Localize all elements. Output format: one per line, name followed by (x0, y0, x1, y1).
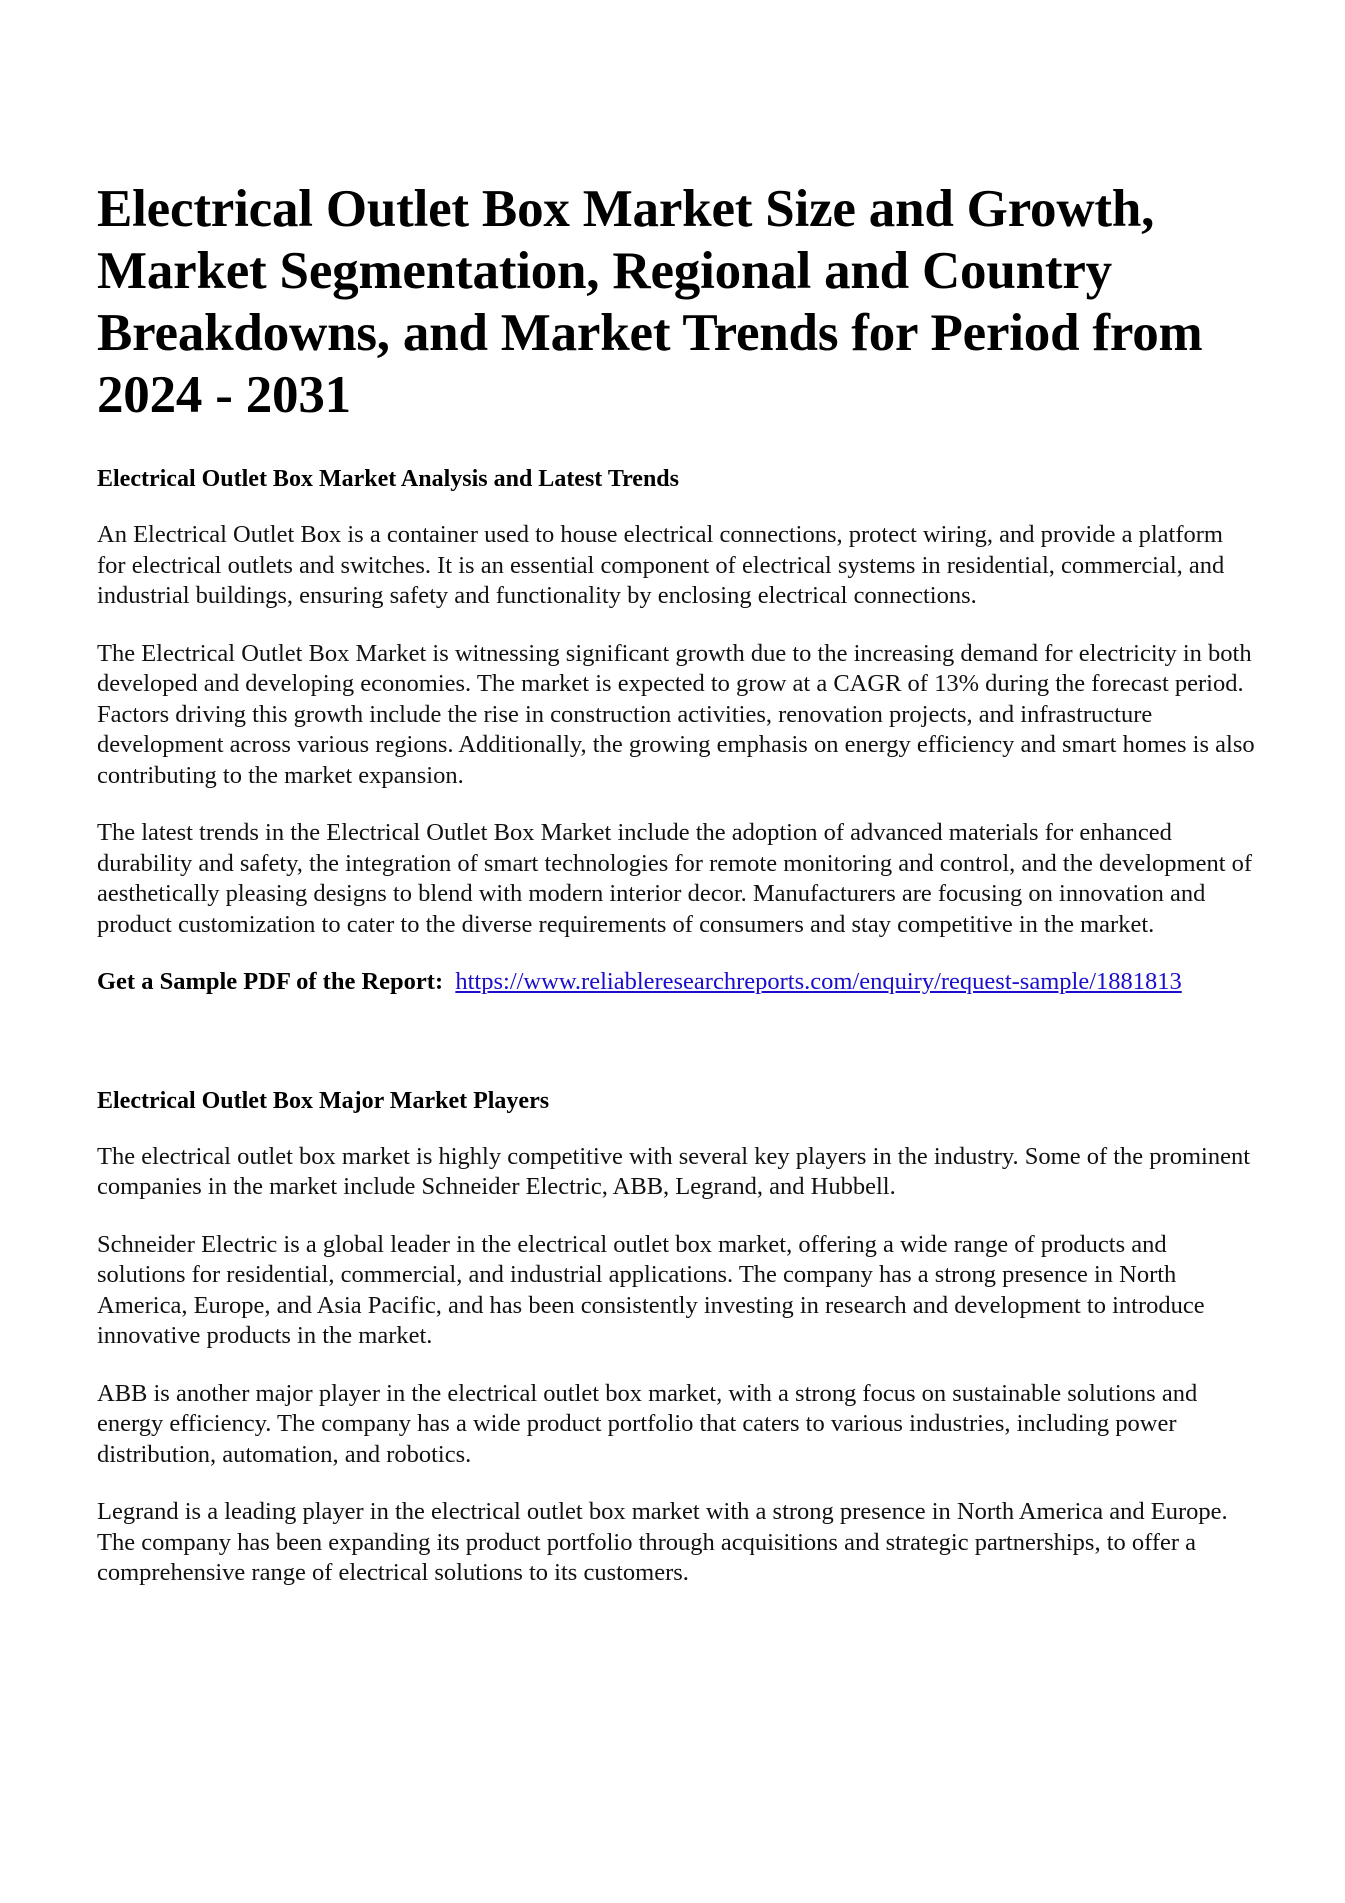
page-title: Electrical Outlet Box Market Size and Growth, Market Segmentation, Regional and Country Breakdowns, and Market Trends for Period from 2024 - 2031 (97, 180, 1203, 424)
paragraph: Schneider Electric is a global leader in the electrical outlet box market, offering a wide range of products and solutions for residential, commercial, and industrial applications. The company has a strong presence in North America, Europe, and Asia Pacific, and has been consistently investing in research and development to introduce innovative products in the market. (97, 1230, 1205, 1349)
paragraph: ABB is another major player in the electrical outlet box market, with a strong focus on sustainable solutions and energy efficiency. The company has a wide product portfolio that caters to various industries, including power distribution, automation, and robotics. (97, 1379, 1198, 1468)
section-heading: Electrical Outlet Box Market Analysis and Latest Trends (97, 466, 679, 492)
sample-pdf-link[interactable]: https://www.reliableresearchreports.com/enquiry/request-sample/1881813 (455, 968, 1182, 995)
section-market-analysis (97, 464, 1257, 998)
section-spacer (97, 998, 1257, 1086)
paragraph: An Electrical Outlet Box is a container used to house electrical connections, protect wiring, and provide a platform for electrical outlets and switches. It is an essential component of electrical systems in residential, commercial, and industrial buildings, ensuring safety and functionality by enclosing electrical connections. (97, 521, 1225, 609)
paragraph: The electrical outlet box market is highly competitive with several key players in the industry. Some of the prominent companies in the market include Schneider Electric, ABB, Legrand, and Hubbell. (97, 1142, 1251, 1200)
paragraph: The latest trends in the Electrical Outlet Box Market include the adoption of advanced materials for enhanced durability and safety, the integration of smart technologies for remote monitoring and control, and the development of aesthetically pleasing designs to blend with modern interior decor. Manufacturers are focusing on innovation and product customization to cater to the diverse requirements of consumers and stay competitive in the market. (97, 819, 1253, 938)
sample-pdf-label: Get a Sample PDF of the Report: (97, 968, 444, 995)
paragraph: Legrand is a leading player in the electrical outlet box market with a strong presence in North America and Europe. The company has been expanding its product portfolio through acquisitions and strategic partnerships, to offer a comprehensive range of electrical solutions to its customers. (97, 1498, 1228, 1586)
section-heading: Electrical Outlet Box Major Market Players (97, 1087, 550, 1114)
section-major-players (97, 1086, 1257, 1589)
paragraph: The Electrical Outlet Box Market is witnessing significant growth due to the increasing demand for electricity in both developed and developing economies. The market is expected to grow at a CAGR of 13% during the forecast period. Factors driving this growth include the rise in construction activities, renovation projects, and infrastructure development across various regions. Additionally, the growing emphasis on energy efficiency and smart homes is also contributing to the market expansion. (97, 639, 1255, 789)
document-page (97, 178, 1257, 1616)
sample-pdf-line (97, 967, 1257, 998)
